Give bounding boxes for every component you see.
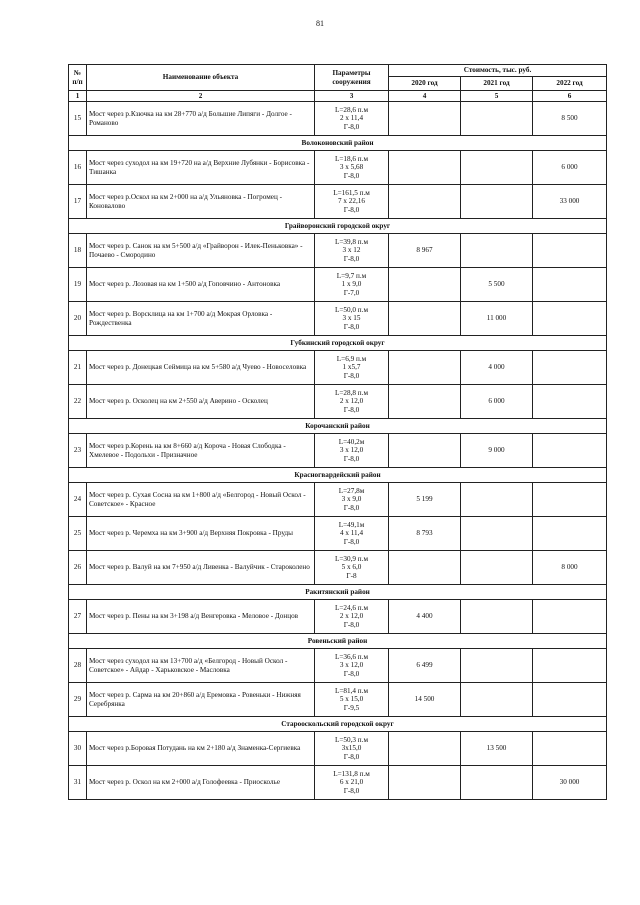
cost-2022 — [533, 517, 607, 551]
cost-2020: 14 500 — [389, 683, 461, 717]
table-row — [69, 185, 607, 219]
structure-params — [315, 302, 389, 336]
structure-params — [315, 732, 389, 766]
region-title: Грайворонский городской округ — [69, 219, 607, 234]
cost-2020: 5 199 — [389, 483, 461, 517]
object-name: Мост через р. Пены на км 3+198 а/д Венгеровка - Меловое - Донцов — [87, 600, 315, 634]
page-number: 81 — [316, 19, 324, 28]
cost-2021: 9 000 — [461, 434, 533, 468]
structure-params — [315, 683, 389, 717]
table-row — [69, 151, 607, 185]
cost-2020: 6 499 — [389, 649, 461, 683]
cost-2021: 13 500 — [461, 732, 533, 766]
param-line: 7 х 22,16 — [338, 197, 365, 206]
param-line: Г-8 — [346, 571, 357, 580]
param-line: L=30,9 п.м — [334, 554, 368, 563]
cost-2022: 8 000 — [533, 551, 607, 585]
cost-2021 — [461, 683, 533, 717]
colnum-5: 5 — [461, 91, 533, 102]
param-line: L=40,2м — [338, 437, 365, 446]
region-header-row — [69, 585, 607, 600]
header-year-2021: 2021 год — [461, 77, 533, 91]
param-line: Г-8,0 — [343, 454, 360, 463]
cost-2021: 4 000 — [461, 351, 533, 385]
region-header-row — [69, 717, 607, 732]
table-row — [69, 385, 607, 419]
row-number: 26 — [69, 551, 87, 585]
param-line: Г-8,0 — [343, 537, 360, 546]
region-title: Ровеньский район — [69, 634, 607, 649]
param-line: L=27,8м — [338, 486, 365, 495]
structure-params — [315, 766, 389, 800]
structure-params — [315, 600, 389, 634]
colnum-6: 6 — [533, 91, 607, 102]
header-num: № п/п — [69, 65, 87, 91]
row-number: 24 — [69, 483, 87, 517]
table-body — [69, 102, 607, 800]
table-row — [69, 434, 607, 468]
param-line: 3 х 5,68 — [339, 163, 364, 172]
structure-params — [315, 551, 389, 585]
structure-params — [315, 517, 389, 551]
structure-params — [315, 234, 389, 268]
structure-params — [315, 268, 389, 302]
table-row — [69, 234, 607, 268]
cost-2020 — [389, 732, 461, 766]
region-header-row — [69, 468, 607, 483]
table-row — [69, 351, 607, 385]
cost-2021 — [461, 600, 533, 634]
cost-2020 — [389, 766, 461, 800]
region-header-row — [69, 136, 607, 151]
header-cost: Стоимость, тыс. руб. — [389, 65, 607, 77]
region-header-row — [69, 336, 607, 351]
row-number: 18 — [69, 234, 87, 268]
table-row — [69, 683, 607, 717]
cost-2021: 6 000 — [461, 385, 533, 419]
region-title: Губкинский городской округ — [69, 336, 607, 351]
param-line: Г-8,0 — [343, 786, 360, 795]
table-row — [69, 483, 607, 517]
region-header-row — [69, 419, 607, 434]
cost-2020 — [389, 151, 461, 185]
cost-2022 — [533, 302, 607, 336]
param-line: 5 х 6,0 — [341, 563, 362, 572]
colnum-3: 3 — [315, 91, 389, 102]
cost-2020 — [389, 268, 461, 302]
cost-2021 — [461, 185, 533, 219]
region-header-row — [69, 634, 607, 649]
cost-2022 — [533, 483, 607, 517]
cost-2022 — [533, 351, 607, 385]
param-line: Г-8,0 — [343, 620, 360, 629]
cost-2021 — [461, 517, 533, 551]
object-name: Мост через суходол на км 19+720 на а/д Верхние Лубянки - Борисовка - Тишанка — [87, 151, 315, 185]
region-header-row — [69, 219, 607, 234]
param-line: L=161,5 п.м — [333, 188, 370, 197]
param-line: L=36,6 п.м — [334, 652, 368, 661]
object-name: Мост через р. Санок на км 5+500 а/д «Грайворон - Илек-Пеньковка» - Почаево - Смородино — [87, 234, 315, 268]
param-line: Г-8,0 — [343, 322, 360, 331]
object-name: Мост через р. Лозовая на км 1+500 а/д Гоповчино - Антоновка — [87, 268, 315, 302]
table-row — [69, 600, 607, 634]
row-number: 17 — [69, 185, 87, 219]
row-number: 16 — [69, 151, 87, 185]
param-line: 3 х 9,0 — [341, 495, 362, 504]
object-name: Мост через р. Донецкая Сеймица на км 5+580 а/д Чуево - Новоселовка — [87, 351, 315, 385]
cost-2020 — [389, 434, 461, 468]
cost-2022: 33 000 — [533, 185, 607, 219]
region-title: Старооскольский городской округ — [69, 717, 607, 732]
param-line: Г-8,0 — [343, 752, 360, 761]
cost-2020 — [389, 551, 461, 585]
structure-params — [315, 185, 389, 219]
param-line: Г-8,0 — [343, 122, 360, 131]
param-line: L=24,6 п.м — [334, 603, 368, 612]
table-row — [69, 302, 607, 336]
param-line: L=81,4 п.м — [334, 686, 368, 695]
header-name: Наименование объекта — [87, 65, 315, 91]
object-name: Мост через р.Боровая Потудань на км 2+180 а/д Знаменка-Сергиевка — [87, 732, 315, 766]
param-line: 3 х 15 — [342, 314, 361, 323]
structure-params — [315, 434, 389, 468]
param-line: 6 х 21,0 — [339, 778, 364, 787]
colnum-4: 4 — [389, 91, 461, 102]
object-name: Мост через р. Сухая Сосна на км 1+800 а/д «Белгород - Новый Оскол - Советское» - Красное — [87, 483, 315, 517]
header-year-2022: 2022 год — [533, 77, 607, 91]
param-line: 3 х 12,0 — [339, 661, 364, 670]
cost-2021 — [461, 151, 533, 185]
object-name: Мост через суходол на км 13+700 а/д «Белгород - Новый Оскол - Советское» - Айдар - Харьковское - Масловка — [87, 649, 315, 683]
param-line: 3х15,0 — [341, 744, 362, 753]
cost-2021 — [461, 766, 533, 800]
cost-2022 — [533, 683, 607, 717]
cost-2021: 5 500 — [461, 268, 533, 302]
cost-2022: 8 500 — [533, 102, 607, 136]
cost-2022 — [533, 234, 607, 268]
param-line: Г-8,0 — [343, 503, 360, 512]
cost-2021 — [461, 649, 533, 683]
param-line: L=131,8 п.м — [333, 769, 370, 778]
bridges-table — [68, 64, 607, 800]
cost-2022: 6 000 — [533, 151, 607, 185]
region-title: Красногвардейский район — [69, 468, 607, 483]
cost-2020 — [389, 351, 461, 385]
param-line: L=18,6 п.м — [334, 154, 368, 163]
structure-params — [315, 151, 389, 185]
table-row — [69, 517, 607, 551]
cost-2021 — [461, 483, 533, 517]
param-line: 3 х 12,0 — [339, 446, 364, 455]
structure-params — [315, 102, 389, 136]
param-line: L=50,3 п.м — [334, 735, 368, 744]
param-line: L=28,6 п.м — [334, 105, 368, 114]
row-number: 23 — [69, 434, 87, 468]
table-row — [69, 766, 607, 800]
param-line: 4 х 11,4 — [339, 529, 364, 538]
cost-2021 — [461, 551, 533, 585]
object-name: Мост через р.Оскол на км 2+000 на а/д Ульяновка - Погромец - Коноваловo — [87, 185, 315, 219]
cost-2021: 11 000 — [461, 302, 533, 336]
param-line: Г-7,0 — [343, 288, 360, 297]
structure-params — [315, 351, 389, 385]
param-line: 5 х 15,0 — [339, 695, 364, 704]
cost-2021 — [461, 102, 533, 136]
cost-2021 — [461, 234, 533, 268]
object-name: Мост через р. Черемха на км 3+900 а/д Верхняя Покровка - Пруды — [87, 517, 315, 551]
row-number: 27 — [69, 600, 87, 634]
structure-params — [315, 483, 389, 517]
param-line: Г-9,5 — [343, 703, 360, 712]
cost-2022 — [533, 268, 607, 302]
row-number: 19 — [69, 268, 87, 302]
param-line: L=39,8 п.м — [334, 237, 368, 246]
param-line: 2 х 12,0 — [339, 612, 364, 621]
row-number: 20 — [69, 302, 87, 336]
param-line: 2 х 12,0 — [339, 397, 364, 406]
cost-2022 — [533, 732, 607, 766]
row-number: 25 — [69, 517, 87, 551]
object-name: Мост через р. Осколец на км 2+550 а/д Аверино - Осколец — [87, 385, 315, 419]
row-number: 30 — [69, 732, 87, 766]
object-name: Мост через р.Корень на км 8+660 а/д Короча - Новая Слободка - Хмелевое - Подольхи - Призначное — [87, 434, 315, 468]
structure-params — [315, 385, 389, 419]
object-name: Мост через р. Ворсклица на км 1+700 а/д Мокрая Орловка - Рождественка — [87, 302, 315, 336]
param-line: L=49,1м — [338, 520, 365, 529]
param-line: 3 х 12 — [342, 246, 361, 255]
param-line: Г-8,0 — [343, 171, 360, 180]
param-line: L=9,7 п.м — [336, 271, 367, 280]
object-name: Мост через р. Сарма на км 20+860 а/д Еремовка - Ровеньки - Нижняя Серебрянка — [87, 683, 315, 717]
row-number: 21 — [69, 351, 87, 385]
region-title: Волоконовский район — [69, 136, 607, 151]
param-line: L=28,8 п.м — [334, 388, 368, 397]
region-title: Корочанский район — [69, 419, 607, 434]
table-row — [69, 102, 607, 136]
row-number: 15 — [69, 102, 87, 136]
param-line: 2 х 11,4 — [339, 114, 364, 123]
object-name: Мост через р.Кзючка на км 28+770 а/д Большие Липяги - Долгое - Романово — [87, 102, 315, 136]
cost-2022 — [533, 434, 607, 468]
cost-2020 — [389, 302, 461, 336]
cost-2020 — [389, 385, 461, 419]
cost-2020: 8 967 — [389, 234, 461, 268]
structure-params — [315, 649, 389, 683]
param-line: L=50,0 п.м — [334, 305, 368, 314]
table-row — [69, 268, 607, 302]
cost-2022 — [533, 649, 607, 683]
object-name: Мост через р. Оскол на км 2+000 а/д Голофеевка - Приосколье — [87, 766, 315, 800]
cost-2020 — [389, 102, 461, 136]
table-row — [69, 551, 607, 585]
cost-2020: 4 400 — [389, 600, 461, 634]
param-line: Г-8,0 — [343, 205, 360, 214]
colnum-1: 1 — [69, 91, 87, 102]
param-line: 1 х5,7 — [342, 363, 361, 372]
table-row — [69, 732, 607, 766]
row-number: 28 — [69, 649, 87, 683]
param-line: 1 х 9,0 — [341, 280, 362, 289]
row-number: 29 — [69, 683, 87, 717]
cost-2022: 30 000 — [533, 766, 607, 800]
header-year-2020: 2020 год — [389, 77, 461, 91]
object-name: Мост через р. Валуй на км 7+950 а/д Ливенка - Валуйчик - Староколено — [87, 551, 315, 585]
table-row — [69, 649, 607, 683]
region-title: Ракитянский район — [69, 585, 607, 600]
param-line: Г-8,0 — [343, 669, 360, 678]
cost-2020 — [389, 185, 461, 219]
cost-2022 — [533, 385, 607, 419]
param-line: L=6,9 п.м — [336, 354, 367, 363]
header-params: Параметры сооружения — [315, 65, 389, 91]
cost-2020: 8 793 — [389, 517, 461, 551]
param-line: Г-8,0 — [343, 405, 360, 414]
cost-2022 — [533, 600, 607, 634]
row-number: 22 — [69, 385, 87, 419]
param-line: Г-8,0 — [343, 254, 360, 263]
colnum-2: 2 — [87, 91, 315, 102]
param-line: Г-8,0 — [343, 371, 360, 380]
row-number: 31 — [69, 766, 87, 800]
